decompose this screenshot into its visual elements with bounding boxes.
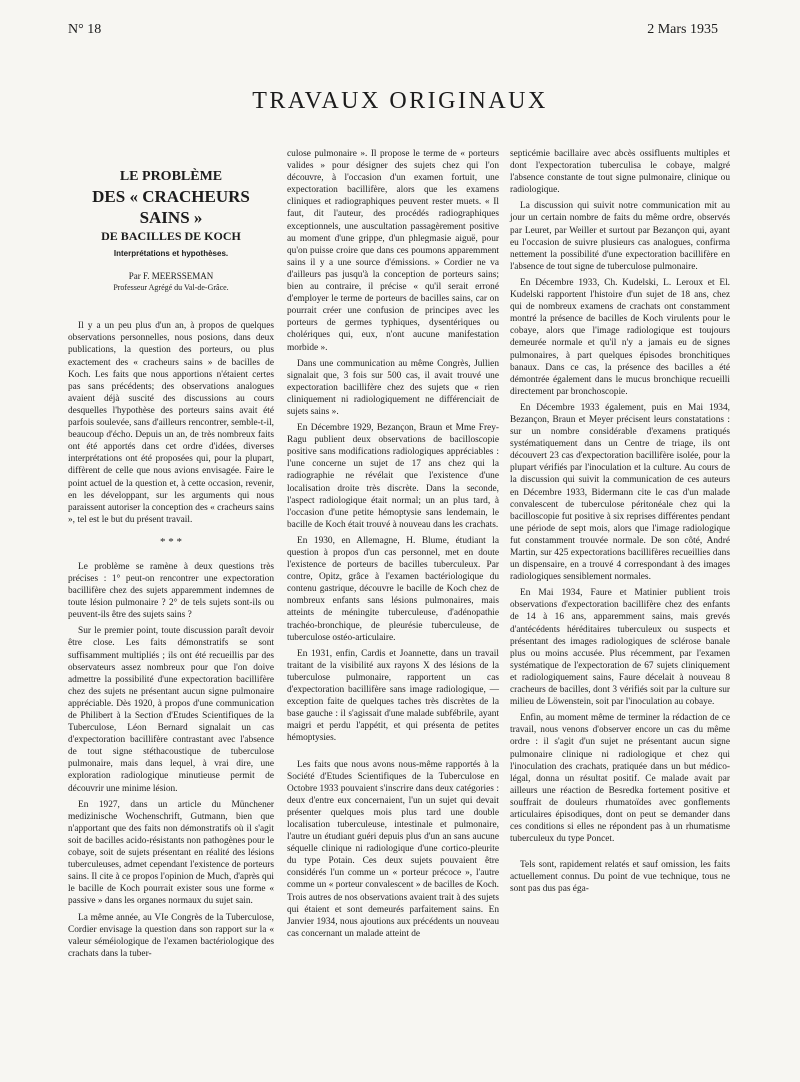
paragraph: La discussion qui suivit notre communication mit au jour un certain nombre de faits du même ordre, observés par Leuret, par Weiller et surtout par Bezançon qui, ayant eu l'occasion de suivre plusieurs cas analogues, confirma nettement la possibilité d'une expectoration bacillifère en l'absence de tout signe de tuberculose pulmonaire. <box>510 201 730 272</box>
author-role: Professeur Agrégé du Val-de-Grâce. <box>113 283 229 293</box>
article-title-line-3: DE BACILLES DE KOCH <box>101 229 241 243</box>
paragraph: Sur le premier point, toute discussion paraît devoir être close. Les faits démonstratifs se sont suffisamment multipliés ; ils ont été recueillis par des observateurs assez nombreux pour que l'on doive admettre la possibilité d'une expectoration bacillifère chez des sujets ne présentant aucun signe pulmonaire appréciable. Dès 1920, à propos d'une communication de Philibert à la Section d'Etudes Scientifiques de la Tuberculose, Léon Bernard signalait un cas d'expectoration bacillifère contrastant avec l'absence de tout signe stéthacoustique de tuberculose pulmonaire, mais dans lequel, à vrai dire, une exploration radiologique minutieuse permit de découvrir une minime lésion. <box>68 626 274 794</box>
section-title: TRAVAUX ORIGINAUX <box>252 88 548 114</box>
paragraph: Enfin, au moment même de terminer la rédaction de ce travail, nous venons d'observer encore un cas du même ordre : il s'agit d'un sujet ne présentant aucun signe pulmonaire clinique ni radiologique et chez qui l'inoculation des crachats, pratiquée dans un but médico-légal, donna un résultat positif. Ce malade avait par ailleurs une réaction de Besredka fortement positive et souffrait de douleurs rhumatoïdes avec gonflements articulaires épisodiques, dont on peut se demander dans ces conditions si elles ne répondent pas à un rhumatisme tuberculeux du type Poncet. <box>510 713 730 845</box>
paragraph: La même année, au VIe Congrès de la Tuberculose, Cordier envisage la question dans son rapport sur la « valeur séméiologique de l'examen bactériologique des crachats dans la tuber- <box>68 912 274 959</box>
paragraph: Il y a un peu plus d'un an, à propos de quelques observations personnelles, nous posions, dans deux publications, la question des porteurs, ou plus exactement des « cracheurs sains » de bacilles de Koch. Les faits que nous apportions n'étaient certes pas sans précédents; des observations analogues avaient déjà suscité des discussions au cours desquelles l'hypothèse des porteurs sains avait été parfois soulevée, sans d'ailleurs rencontrer, semble-t-il, beaucoup d'écho. Depuis un an, de très nombreux faits ont été apportés dans cet ordre d'idées, diverses interprétations ont été proposées qui, pour la plupart, diffèrent de celle que nous avions envisagée. Faire le point actuel de la question et, à cette occasion, revenir, en les développant, sur les arguments qui nous paraissent autoriser la conception des « cracheurs sains », tel est le but du présent travail. <box>68 321 274 525</box>
section-separator: * * * <box>160 535 182 548</box>
paragraph: En Décembre 1933, Ch. Kudelski, L. Leroux et El. Kudelski rapportent l'histoire d'un sujet de 18 ans, chez qui de nombreux examens de crachats ont constamment montré la présence de bacilles de Koch virulents pour le cobaye, alors que l'image radiologique est toujours demeurée normale et qu'il n'y a jamais eu de signes pulmonaires, à part quelques épisodes bronchitiques banaux. Dans ce cas, la présence des bacilles a été démontrée également dans le mucus bronchique recueilli directement par bronchoscopie. <box>510 277 730 397</box>
paragraph: En 1927, dans un article du Münchener medizinische Wochenschrift, Gutmann, bien que n'apportant que des faits non démonstratifs où il s'agit soit de bacilles acido-résistants non pathogènes pour le cobaye, soit de sujets présentant en réalité des lésions tuberculeuses, admet cependant l'existence de porteurs sains. Il cite à ce propos l'opinion de Much, d'après qui le bacille de Koch pourrait exister sous une forme « passive » dans les organes normaux du sujet sain. <box>68 799 274 907</box>
paragraph: Le problème se ramène à deux questions très précises : 1° peut-on rencontrer une expectoration bacillifère chez des sujets apparemment indemnes de toute lésion pulmonaire ? 2° de tels sujets sont-ils ou peuvent-ils être des sujets sains ? <box>68 561 274 621</box>
paragraph: septicémie bacillaire avec abcès ossifluents multiples et dont l'expectoration tuberculisa le cobaye, malgré l'absence constante de tout signe pulmonaire, clinique ou radiologique. <box>510 149 730 196</box>
paragraph: En Décembre 1933 également, puis en Mai 1934, Bezançon, Braun et Meyer précisent leurs constatations : sur un nombre considérable d'examens pratiqués systématiquement dans un Centre de triage, ils ont découvert 23 cas d'expectoration bacillifère isolée, pour la plupart vérifiés par l'inoculation et la culture. Au cours de la discussion qui suivit la communication de ces auteurs en Décembre 1933, Bidermann cite le cas d'un malade convalescent de tuberculose péritonéale chez qui la bacilloscopie fut positive à six reprises différentes pendant une période de sept mois, alors que l'image radiologique fut constamment trouvée normale. De son côté, André Martin, sur 425 expectorations bacillifères recueillies dans un dispensaire, en a trouvé 4 correspondant à des images radiologiques sensiblement normales. <box>510 402 730 583</box>
paragraph: Dans une communication au même Congrès, Jullien signalait que, 3 fois sur 500 cas, il avait trouvé une expectoration bacillifère chez des sujets que « rien cliniquement ni radiologiquement ne différenciait de sujets sains ». <box>287 358 499 417</box>
running-header <box>0 22 800 42</box>
column-1 <box>68 168 274 964</box>
paragraph: En 1931, enfin, Cardis et Joannette, dans un travail traitant de la visibilité aux rayons X des lésions de la tuberculose pulmonaire, rapportent un cas d'expectoration bacillifère sans image radiologique, — exception faite de quelques taches très discrètes de la base gauche : il s'agissait d'une malade subfébrile, ayant maigri et perdu l'appétit, et qui présenta de petites hémoptysies. <box>287 648 499 744</box>
column-2 <box>287 148 499 944</box>
author-name: Par F. MEERSSEMAN <box>128 271 214 282</box>
article-subtitle: Interprétations et hypothèses. <box>113 249 229 258</box>
column-3 <box>510 148 730 900</box>
paragraph: En 1930, en Allemagne, H. Blume, étudiant la question à propos d'un cas personnel, met en doute l'existence de porteurs de bacilles tuberculeux. Par contre, Opitz, grâce à l'examen bactériologique du contenu gastrique, découvre le bacille de Koch chez de nombreux enfants sans lésions pulmonaires, mais atteints de méningite tuberculeuse, d'adénopathie trachéo-bronchique, de pleurésie tuberculeuse, de tuberculose ostéo-articulaire. <box>287 535 499 643</box>
paragraph: Les faits que nous avons nous-même rapportés à la Société d'Etudes Scientifiques de la Tuberculose en Octobre 1933 pouvaient s'inscrire dans deux catégories : deux d'entre eux concernaient, l'un un sujet qui devait présenter quelques mois plus tard une double localisation tuberculeuse, intestinale et pulmonaire, l'autre un étudiant guéri depuis plus d'un an sans aucune séquelle clinique ni radiologique d'une cortico-pleurite du type Potain. Ces deux sujets pouvaient être considérés l'un comme un « porteur précoce », l'autre comme un « porteur convalescent » de bacilles de Koch. Trois autres de nos observations avaient trait à des sujets qui étaient et sont demeurés parfaitement sains. En Janvier 1934, nous ajoutions aux précédents un nouveau cas concernant un malade atteint de <box>287 759 499 939</box>
issue-date: 2 Mars 1935 <box>647 22 718 37</box>
article-title-line-1: LE PROBLÈME <box>119 169 223 184</box>
article-title <box>68 168 274 260</box>
paragraph: culose pulmonaire ». Il propose le terme de « porteurs valides » pour désigner des sujets chez qui l'on découvre, à l'occasion d'un examen fortuit, une expectoration bacillifère, alors que les examens cliniques et radiographiques peuvent rester muets. « Il faut, dit l'auteur, des procédés radiographiques exceptionnels, une auscultation passagèrement positive au moment d'une grippe, d'un phlegmasie aiguë, pour qu'on puisse croire que dans ces poumons apparemment sains il y a une source d'émissions. » Cordier ne va d'ailleurs pas jusqu'à la conception de porteurs sains; bien au contraire, il précise « qu'il serait erroné d'employer le terme de porteurs de bacilles sains, car on pourrait créer une confusion de principes avec les porteurs de germes typhiques, dysentériques ou cholériques qui, eux, n'ont aucune manifestation morbide ». <box>287 149 499 353</box>
paragraph: En Décembre 1929, Bezançon, Braun et Mme Frey-Ragu publient deux observations de bacilloscopie positive sans modifications radiologiques appréciables : l'une concerne un sujet de 17 ans chez qui la radiographie ne révélait que l'existence d'une localisation droite très discrète. Dans la seconde, l'aspect radiologique était normal; un an plus tard, à l'occasion d'une petite hémoptysie sans lendemain, le bacille de Koch était trouvé à nouveau dans les crachats. <box>287 423 499 530</box>
issue-number: N° 18 <box>68 22 102 37</box>
paragraph: En Mai 1934, Faure et Matinier publient trois observations d'expectoration bacillifère chez des enfants de 14 à 16 ans, apparemment sains, mais grevés d'antécédents héréditaires tuberculeux ou suspects et présentant des images radiologiques de sclérose banale plus ou moins accusée. Plus récemment, par l'examen systématique de l'expectoration de 67 sujets cliniquement et radiologiquement sains, Faure décelait à nouveau 8 cracheurs de bacilles, dont 3 vérifiés soit par la culture sur milieu de Löwenstein, soit par l'inoculation au cobaye. <box>510 588 730 708</box>
paragraph: Tels sont, rapidement relatés et sauf omission, les faits actuellement connus. Du point de vue technique, tous ne sont pas dus pas éga- <box>510 860 730 895</box>
article-title-line-2: DES « CRACHEURS SAINS » <box>92 187 250 227</box>
